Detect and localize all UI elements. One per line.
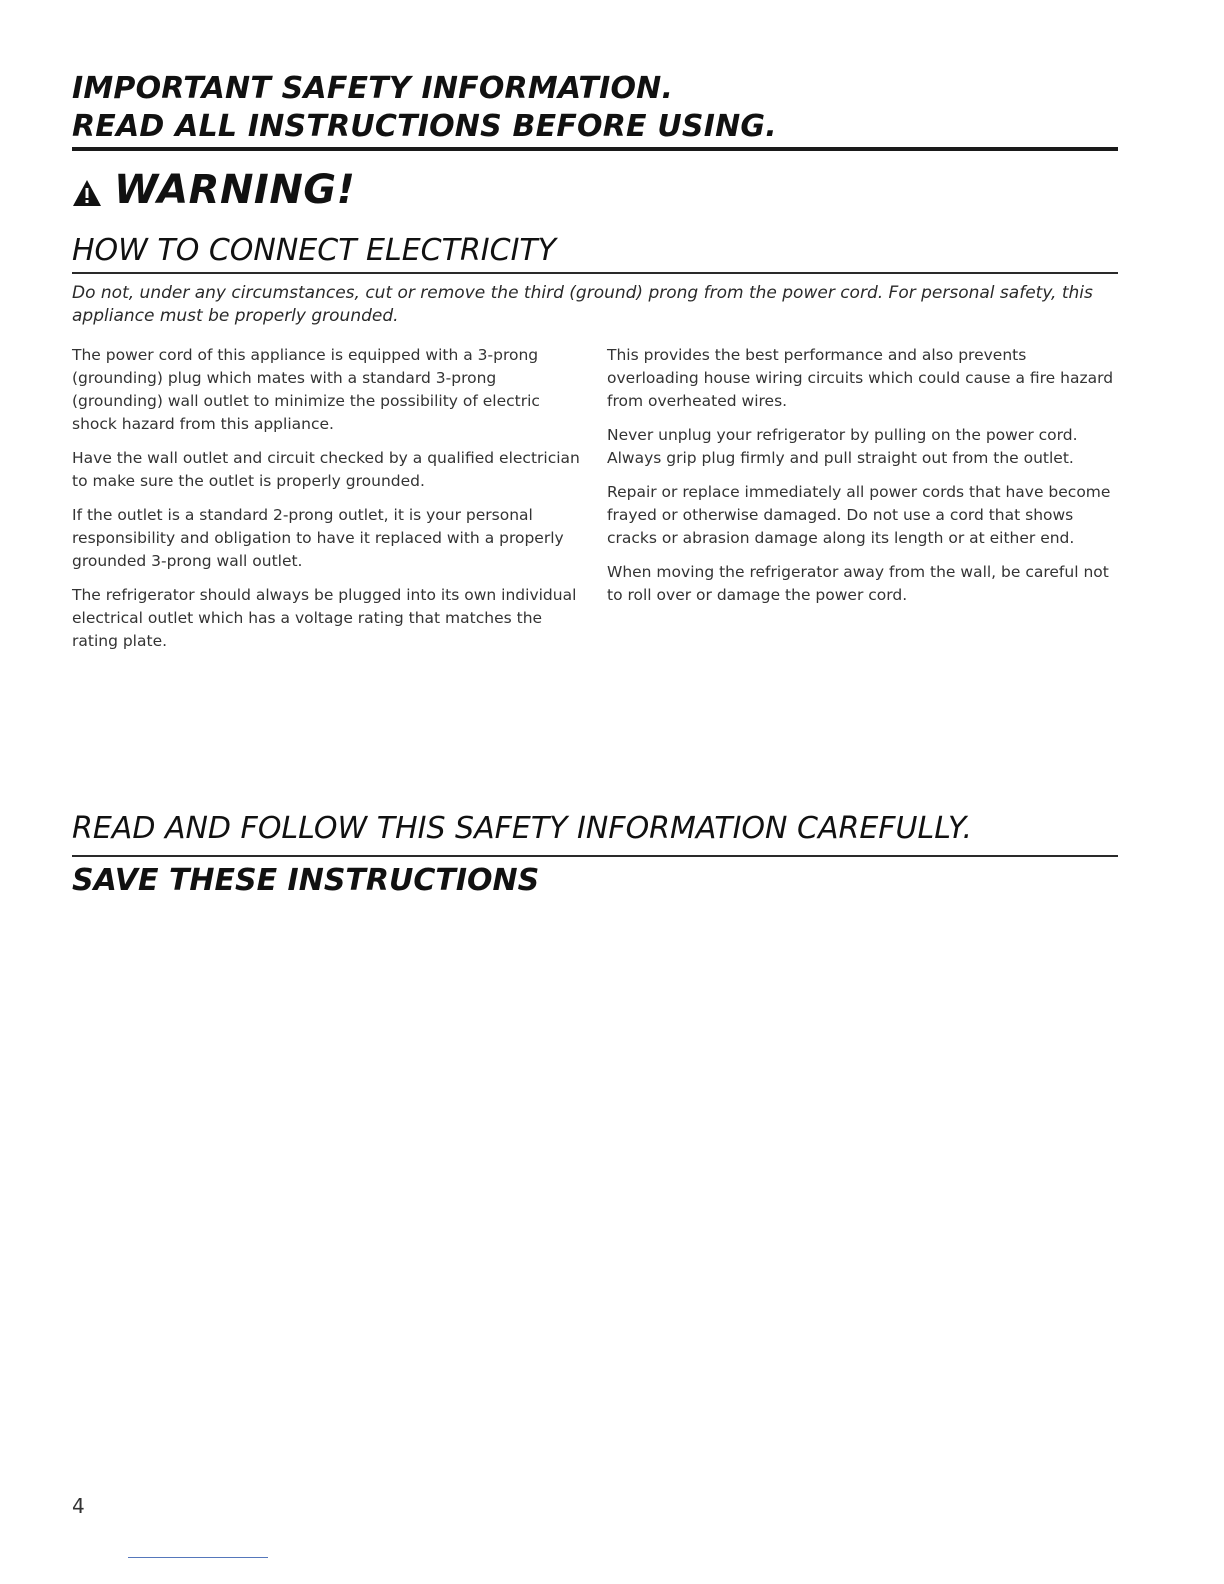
paragraph: Repair or replace immediately all power cords that have become frayed or otherwise damaged. Do not use a cord that shows cracks or abrasion damage along its length or at either end. [607, 483, 1111, 547]
header-line-2: READ ALL INSTRUCTIONS BEFORE USING. [72, 109, 777, 144]
page-number: 4 [72, 1494, 85, 1518]
paragraph: This provides the best performance and also prevents overloading house wiring circuits which could cause a fire hazard from overheated wires. [607, 346, 1114, 410]
paragraph: Have the wall outlet and circuit checked by a qualified electrician to make sure the outlet is properly grounded. [72, 449, 580, 490]
section-title: HOW TO CONNECT ELECTRICITY [72, 233, 557, 268]
header-rule [72, 147, 1118, 151]
right-column [607, 344, 1122, 618]
left-column [72, 344, 582, 664]
footer-title-2: SAVE THESE INSTRUCTIONS [72, 863, 540, 898]
section-rule [72, 272, 1118, 274]
footer-title-1: READ AND FOLLOW THIS SAFETY INFORMATION CAREFULLY. [72, 811, 973, 846]
paragraph: Never unplug your refrigerator by pulling on the power cord. Always grip plug firmly and pull straight out from the outlet. [607, 426, 1078, 467]
paragraph: The power cord of this appliance is equipped with a 3-prong (grounding) plug which mates with a standard 3-prong (grounding) wall outlet to minimize the possibility of electric shock hazard from this appliance. [72, 346, 540, 433]
paragraph: The refrigerator should always be plugged into its own individual electrical outlet which has a voltage rating that matches the rating plate. [72, 586, 577, 650]
bottom-divider [128, 1557, 268, 1558]
warning-triangle-icon [72, 179, 102, 207]
lead-paragraph: Do not, under any circumstances, cut or remove the third (ground) prong from the power cord. For personal safety, this appliance must be properly grounded. [72, 283, 1093, 326]
warning-title: WARNING! [114, 167, 356, 213]
header-line-1: IMPORTANT SAFETY INFORMATION. [72, 71, 674, 106]
paragraph: When moving the refrigerator away from the wall, be careful not to roll over or damage the power cord. [607, 563, 1109, 604]
paragraph: If the outlet is a standard 2-prong outlet, it is your personal responsibility and obligation to have it replaced with a properly grounded 3-prong wall outlet. [72, 506, 564, 570]
footer-rule [72, 855, 1118, 857]
warning-heading [72, 160, 355, 220]
header-block [72, 70, 1118, 146]
